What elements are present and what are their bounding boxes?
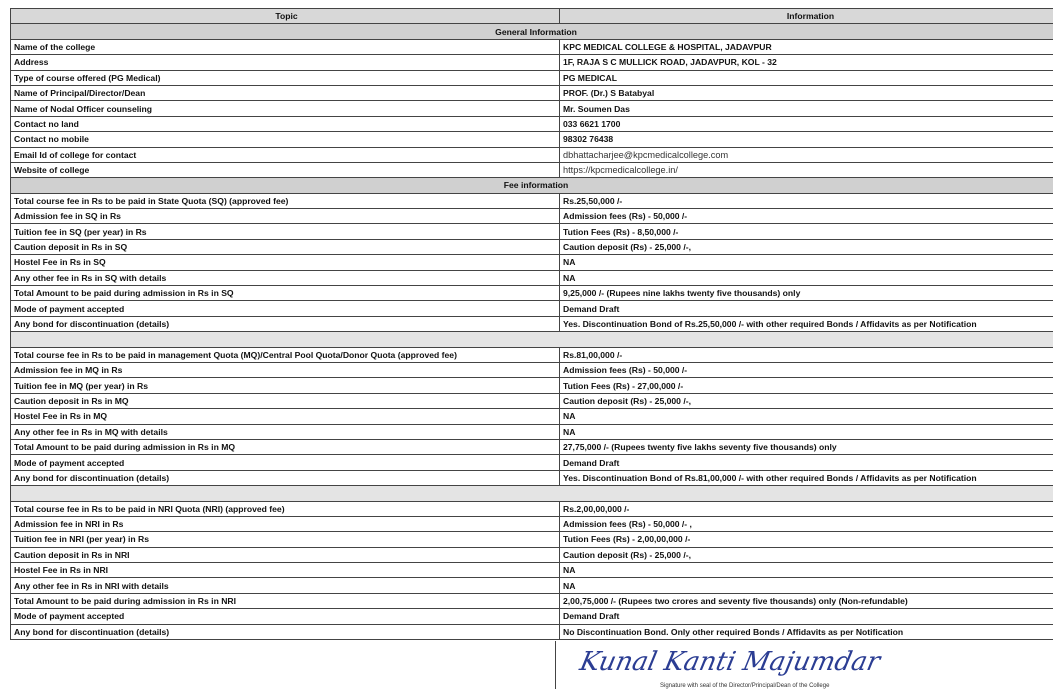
row-topic: Name of the college — [11, 39, 560, 54]
table-row — [11, 132, 1053, 147]
table-row — [11, 409, 1053, 424]
row-topic: Total course fee in Rs to be paid in NRI Quota (NRI) (approved fee) — [11, 501, 560, 516]
row-information: No Discontinuation Bond. Only other required Bonds / Affidavits as per Notification — [560, 624, 1053, 639]
table-row — [11, 455, 1053, 470]
row-information: Caution deposit (Rs) - 25,000 /-, — [560, 547, 1053, 562]
table-row — [11, 609, 1053, 624]
signature-divider — [555, 641, 556, 689]
row-topic: Total course fee in Rs to be paid in management Quota (MQ)/Central Pool Quota/Donor Quota (approved fee) — [11, 347, 560, 362]
row-topic: Total Amount to be paid during admission in Rs in NRI — [11, 593, 560, 608]
table-row — [11, 55, 1053, 70]
row-information: Rs.81,00,000 /- — [560, 347, 1053, 362]
row-topic: Mode of payment accepted — [11, 455, 560, 470]
table-row — [11, 393, 1053, 408]
row-information: dbhattacharjee@kpcmedicalcollege.com — [560, 147, 1053, 162]
table-row — [11, 255, 1053, 270]
row-information: 9,25,000 /- (Rupees nine lakhs twenty five thousands) only — [560, 286, 1053, 301]
table-row — [11, 563, 1053, 578]
row-topic: Caution deposit in Rs in NRI — [11, 547, 560, 562]
table-row — [11, 224, 1053, 239]
table-row — [11, 239, 1053, 254]
row-information: Tution Fees (Rs) - 27,00,000 /- — [560, 378, 1053, 393]
separator-row — [11, 332, 1053, 347]
row-topic: Tuition fee in NRI (per year) in Rs — [11, 532, 560, 547]
row-information: NA — [560, 409, 1053, 424]
row-topic: Admission fee in NRI in Rs — [11, 516, 560, 531]
table-row — [11, 547, 1053, 562]
row-topic: Type of course offered (PG Medical) — [11, 70, 560, 85]
row-information: Demand Draft — [560, 609, 1053, 624]
row-topic: Admission fee in SQ in Rs — [11, 209, 560, 224]
signature-handwriting: Kunal Kanti Majumdar — [577, 647, 883, 677]
row-topic: Name of Nodal Officer counseling — [11, 101, 560, 116]
row-topic: Any bond for discontinuation (details) — [11, 316, 560, 331]
row-information: Admission fees (Rs) - 50,000 /- — [560, 209, 1053, 224]
row-information: PG MEDICAL — [560, 70, 1053, 85]
row-information: Caution deposit (Rs) - 25,000 /-, — [560, 239, 1053, 254]
topic-column-header: Topic — [11, 9, 560, 24]
table-row — [11, 439, 1053, 454]
row-information: NA — [560, 255, 1053, 270]
row-topic: Website of college — [11, 162, 560, 177]
information-column-header: Information — [560, 9, 1053, 24]
signature-caption: Signature with seal of the Director/Principal/Dean of the College — [660, 683, 830, 689]
row-topic: Total course fee in Rs to be paid in State Quota (SQ) (approved fee) — [11, 193, 560, 208]
row-topic: Any bond for discontinuation (details) — [11, 470, 560, 485]
row-information: Rs.25,50,000 /- — [560, 193, 1053, 208]
row-information: 27,75,000 /- (Rupees twenty five lakhs seventy five thousands) only — [560, 439, 1053, 454]
row-information: KPC MEDICAL COLLEGE & HOSPITAL, JADAVPUR — [560, 39, 1053, 54]
table-row — [11, 85, 1053, 100]
row-topic: Caution deposit in Rs in SQ — [11, 239, 560, 254]
row-topic: Any other fee in Rs in SQ with details — [11, 270, 560, 285]
table-row — [11, 347, 1053, 362]
general-information-section-row — [11, 24, 1053, 39]
row-information: Caution deposit (Rs) - 25,000 /-, — [560, 393, 1053, 408]
row-topic: Tuition fee in SQ (per year) in Rs — [11, 224, 560, 239]
table-row — [11, 578, 1053, 593]
table-row — [11, 624, 1053, 639]
table-row — [11, 301, 1053, 316]
table-row — [11, 70, 1053, 85]
signature-image — [575, 640, 935, 684]
blank-separator-cell — [11, 486, 1053, 501]
row-information: https://kpcmedicalcollege.in/ — [560, 162, 1053, 177]
table-row — [11, 286, 1053, 301]
row-information: NA — [560, 424, 1053, 439]
row-topic: Mode of payment accepted — [11, 609, 560, 624]
row-information: Rs.2,00,00,000 /- — [560, 501, 1053, 516]
table-row — [11, 593, 1053, 608]
table-row — [11, 516, 1053, 531]
table-row — [11, 316, 1053, 331]
row-topic: Hostel Fee in Rs in NRI — [11, 563, 560, 578]
row-information: NA — [560, 270, 1053, 285]
row-topic: Admission fee in MQ in Rs — [11, 362, 560, 377]
table-row — [11, 147, 1053, 162]
table-row — [11, 209, 1053, 224]
row-information: Tution Fees (Rs) - 2,00,00,000 /- — [560, 532, 1053, 547]
row-topic: Tuition fee in MQ (per year) in Rs — [11, 378, 560, 393]
row-information: Demand Draft — [560, 301, 1053, 316]
row-information: Admission fees (Rs) - 50,000 /- , — [560, 516, 1053, 531]
row-information: 1F, RAJA S C MULLICK ROAD, JADAVPUR, KOL - 32 — [560, 55, 1053, 70]
row-topic: Contact no land — [11, 116, 560, 131]
row-topic: Mode of payment accepted — [11, 301, 560, 316]
row-topic: Total Amount to be paid during admission in Rs in SQ — [11, 286, 560, 301]
row-information: Tution Fees (Rs) - 8,50,000 /- — [560, 224, 1053, 239]
separator-row — [11, 486, 1053, 501]
row-topic: Total Amount to be paid during admission in Rs in MQ — [11, 439, 560, 454]
table-row — [11, 532, 1053, 547]
row-topic: Any bond for discontinuation (details) — [11, 624, 560, 639]
table-row — [11, 501, 1053, 516]
row-information: NA — [560, 563, 1053, 578]
row-information: 98302 76438 — [560, 132, 1053, 147]
row-topic: Caution deposit in Rs in MQ — [11, 393, 560, 408]
row-information: 2,00,75,000 /- (Rupees two crores and seventy five thousands) only (Non-refundable) — [560, 593, 1053, 608]
table-header-row — [11, 9, 1053, 24]
row-information: Admission fees (Rs) - 50,000 /- — [560, 362, 1053, 377]
row-information: NA — [560, 578, 1053, 593]
blank-separator-cell — [11, 332, 1053, 347]
row-topic: Contact no mobile — [11, 132, 560, 147]
row-topic: Hostel Fee in Rs in MQ — [11, 409, 560, 424]
row-topic: Any other fee in Rs in NRI with details — [11, 578, 560, 593]
row-information: 033 6621 1700 — [560, 116, 1053, 131]
table-row — [11, 362, 1053, 377]
row-topic: Address — [11, 55, 560, 70]
row-information: Yes. Discontinuation Bond of Rs.25,50,000 /- with other required Bonds / Affidavits as per Notification — [560, 316, 1053, 331]
row-topic: Email Id of college for contact — [11, 147, 560, 162]
general-information-heading: General Information — [11, 24, 1053, 39]
table-row — [11, 39, 1053, 54]
row-topic: Hostel Fee in Rs in SQ — [11, 255, 560, 270]
table-row — [11, 101, 1053, 116]
table-row — [11, 270, 1053, 285]
row-topic: Any other fee in Rs in MQ with details — [11, 424, 560, 439]
row-information: Yes. Discontinuation Bond of Rs.81,00,000 /- with other required Bonds / Affidavits as per Notification — [560, 470, 1053, 485]
table-row — [11, 378, 1053, 393]
row-information: PROF. (Dr.) S Batabyal — [560, 85, 1053, 100]
row-information: Mr. Soumen Das — [560, 101, 1053, 116]
table-row — [11, 470, 1053, 485]
table-row — [11, 193, 1053, 208]
row-information: Demand Draft — [560, 455, 1053, 470]
row-topic: Name of Principal/Director/Dean — [11, 85, 560, 100]
table-row — [11, 424, 1053, 439]
table-row — [11, 162, 1053, 177]
table-row — [11, 116, 1053, 131]
fee-information-table — [10, 8, 1053, 640]
fee-information-section-row — [11, 178, 1053, 193]
fee-information-heading: Fee information — [11, 178, 1053, 193]
